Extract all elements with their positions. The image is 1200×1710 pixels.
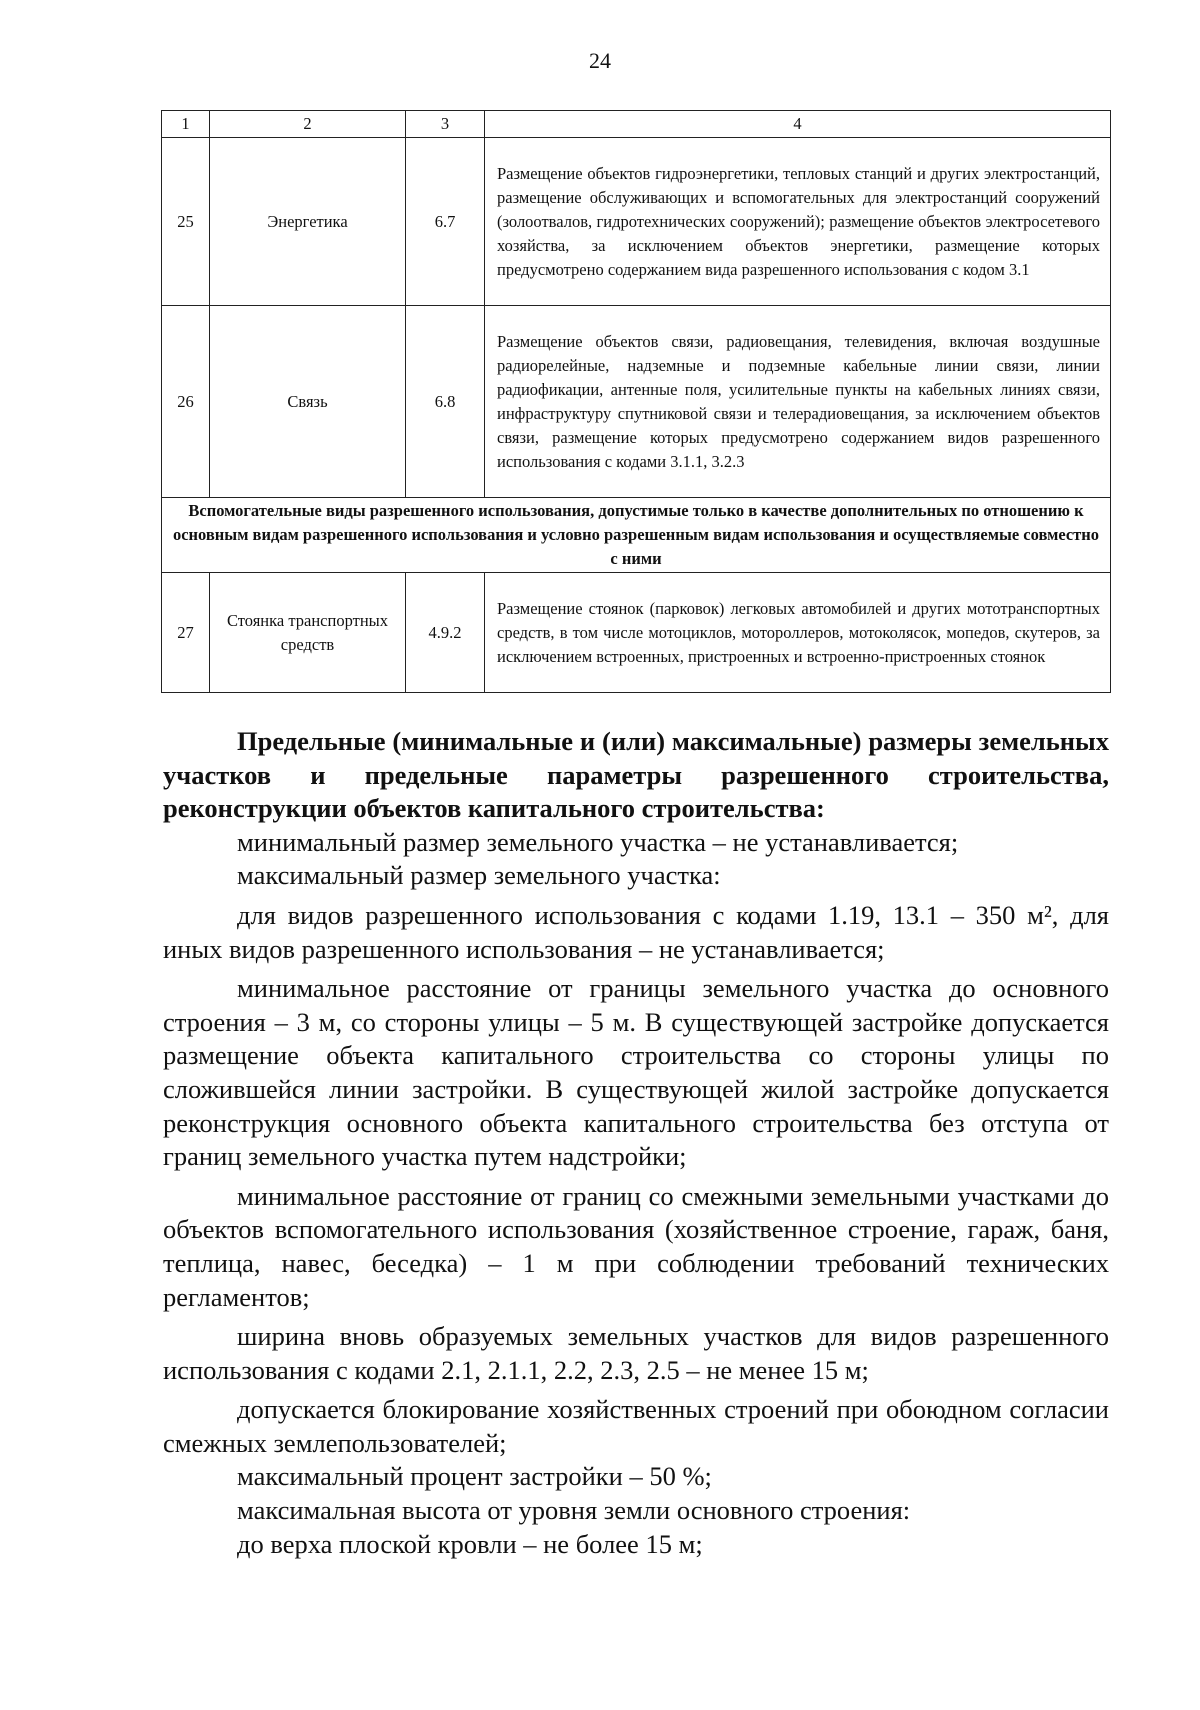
table-row <box>162 573 1111 693</box>
table-header-cell: 4 <box>485 111 1111 138</box>
row-number: 26 <box>162 306 210 498</box>
row-name: Связь <box>210 306 406 498</box>
row-code: 6.8 <box>406 306 485 498</box>
table-row <box>162 138 1111 306</box>
row-code: 6.7 <box>406 138 485 306</box>
row-number: 25 <box>162 138 210 306</box>
land-use-table <box>161 110 1111 693</box>
paragraph: ширина вновь образуемых земельных участков для видов разрешенного использования с кодами 2.1, 2.1.1, 2.2, 2.3, 2.5 – не менее 15 м; <box>163 1321 1109 1385</box>
section-heading: Предельные (минимальные и (или) максимальные) размеры земельных участков и предельные параметры разрешенного строительства, реконструкции объектов капитального строительства: <box>163 726 1109 824</box>
row-name: Энергетика <box>210 138 406 306</box>
table-header-cell: 1 <box>162 111 210 138</box>
row-description: Размещение объектов связи, радиовещания, телевидения, включая воздушные радиорелейные, надземные и подземные кабельные линии связи, линии радиофикации, антенные поля, усилительные пункты на кабельных линиях связи, инфраструктуру спутниковой связи и телерадиовещания, за исключением объектов связи, размещение которых предусмотрено содержанием видов разрешенного использования с кодами 3.1.1, 3.2.3 <box>485 306 1111 498</box>
page-number: 24 <box>589 48 611 73</box>
paragraph: минимальное расстояние от границы земельного участка до основного строения – 3 м, со стороны улицы – 5 м. В существующей застройке допускается размещение объекта капитального строительства со стороны улицы по сложившейся линии застройки. В существующей жилой застройке допускается реконструкция основного объекта капитального строительства без отступа от границ земельного участка путем надстройки; <box>163 973 1109 1172</box>
row-description: Размещение стоянок (парковок) легковых автомобилей и других мототранспортных средств, в том числе мотоциклов, мотороллеров, мотоколясок, мопедов, скутеров, за исключением встроенных, пристроенных и встроенно-пристроенных стоянок <box>485 573 1111 693</box>
paragraph: максимальный размер земельного участка: <box>237 860 721 891</box>
paragraph: максимальный процент застройки – 50 %; <box>237 1461 712 1492</box>
paragraph: минимальное расстояние от границ со смежными земельными участками до объектов вспомогательного использования (хозяйственное строение, гараж, баня, теплица, навес, беседка) – 1 м при соблюдении требований технических регламентов; <box>163 1180 1109 1312</box>
paragraph: допускается блокирование хозяйственных строений при обоюдном согласии смежных землепользователей; <box>163 1394 1109 1458</box>
body-text <box>163 725 1109 1561</box>
paragraph: минимальный размер земельного участка – не устанавливается; <box>237 826 959 857</box>
paragraph: максимальная высота от уровня земли основного строения: <box>237 1495 911 1526</box>
table-header-cell: 3 <box>406 111 485 138</box>
table-section-row <box>162 498 1111 573</box>
table-header-cell: 2 <box>210 111 406 138</box>
row-number: 27 <box>162 573 210 693</box>
row-description: Размещение объектов гидроэнергетики, тепловых станций и других электростанций, размещение обслуживающих и вспомогательных для электростанций сооружений (золоотвалов, гидротехнических сооружений); размещение объектов электросетевого хозяйства, за исключением объектов энергетики, размещение которых предусмотрено содержанием вида разрешенного использования с кодом 3.1 <box>485 138 1111 306</box>
table-header-row <box>162 111 1111 138</box>
row-code: 4.9.2 <box>406 573 485 693</box>
row-name: Стоянка транспортных средств <box>210 573 406 693</box>
section-title: Вспомогательные виды разрешенного использования, допустимые только в качестве дополнительных по отношению к основным видам разрешенного использования и условно разрешенным видам использования и осуществляемые совместно с ними <box>162 498 1111 573</box>
paragraph: до верха плоской кровли – не более 15 м; <box>237 1528 703 1559</box>
paragraph: для видов разрешенного использования с кодами 1.19, 13.1 – 350 м², для иных видов разрешенного использования – не устанавливается; <box>163 899 1109 964</box>
table-row <box>162 306 1111 498</box>
